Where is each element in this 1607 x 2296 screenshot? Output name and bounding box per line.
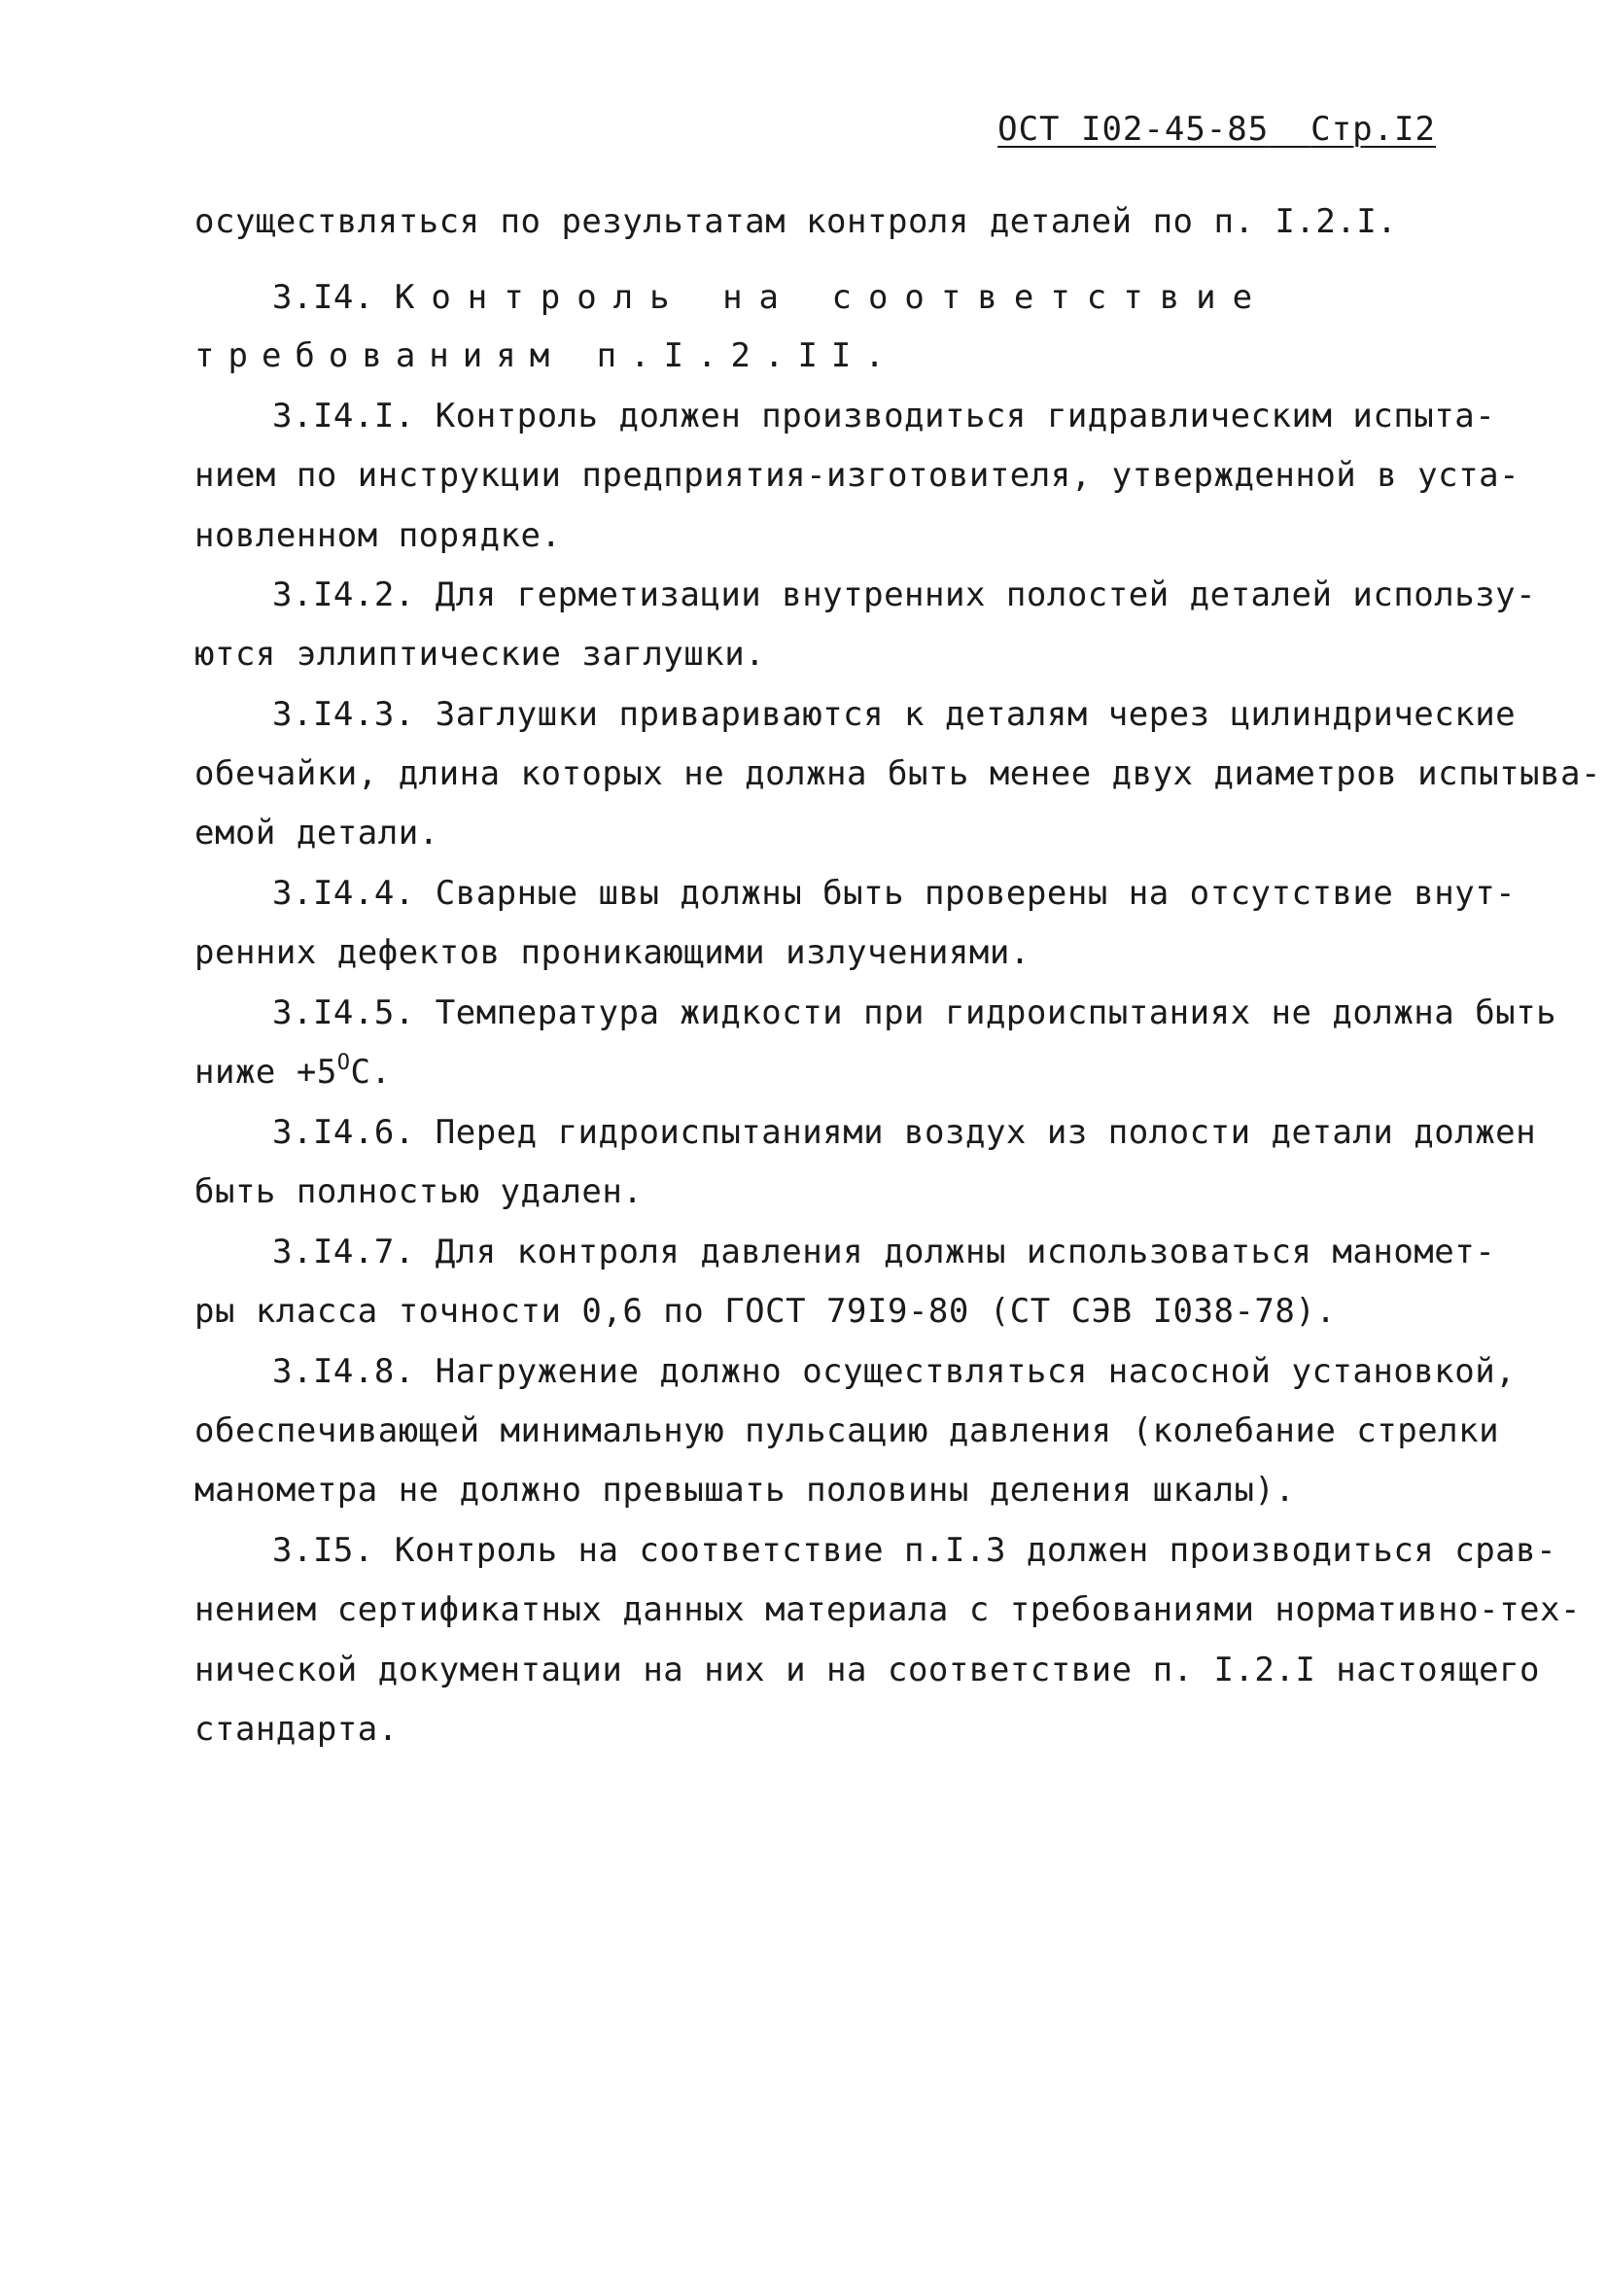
page-number: Стр.I2: [1310, 110, 1436, 149]
text-line: обечайки, длина которых не должна быть менее двух диаметров испытыва-: [194, 754, 1601, 793]
text-line: нением сертификатных данных материала с требованиями нормативно-тех-: [194, 1590, 1581, 1629]
text-line: нической документации на них и на соответствие п. I.2.I настоящего: [194, 1651, 1541, 1689]
text-line: 3.I4.7. Для контроля давления должны использоваться маномет-: [272, 1233, 1496, 1271]
text-line: емой детали.: [194, 814, 439, 852]
text-line: осуществляться по результатам контроля деталей по п. I.2.I.: [194, 202, 1398, 241]
text-line: ры класса точности 0,6 по ГОСТ 79I9-80 (СТ СЭВ I038-78).: [194, 1292, 1337, 1331]
text-line: стандарта.: [194, 1710, 399, 1749]
text-line: 3.I4.3. Заглушки привариваются к деталям через цилиндрические: [272, 695, 1517, 734]
temperature-unit: С.: [350, 1053, 392, 1092]
document-id: ОСТ I02-45-85: [997, 110, 1270, 149]
text-line: ются эллиптические заглушки.: [194, 635, 766, 674]
temperature-text: ниже +5: [194, 1053, 337, 1092]
text-line: быть полностью удален.: [194, 1172, 644, 1211]
text-line: 3.I4.4. Сварные швы должны быть проверены на отсутствие внут-: [272, 874, 1517, 913]
temperature-line: [194, 1053, 392, 1092]
text-line: новленном порядке.: [194, 516, 562, 555]
section-title-continuation: требованиям п.I.2.II.: [194, 336, 898, 375]
text-line: нием по инструкции предприятия-изготовителя, утвержденной в уста-: [194, 456, 1520, 495]
text-line: 3.I4.2. Для герметизации внутренних полостей деталей использу-: [272, 575, 1537, 614]
text-line: 3.I4.6. Перед гидроиспытаниями воздух из полости детали должен: [272, 1113, 1537, 1152]
text-line: 3.I4.5. Температура жидкости при гидроиспытаниях не должна быть: [272, 993, 1557, 1032]
section-title: Контроль на соответствие: [394, 278, 1270, 317]
text-line: обеспечивающей минимальную пульсацию давления (колебание стрелки: [194, 1411, 1500, 1450]
degree-mark: O: [336, 1051, 351, 1075]
text-line: 3.I4.8. Нагружение должно осуществляться насосной установкой,: [272, 1352, 1517, 1391]
text-line: 3.I5. Контроль на соответствие п.I.3 должен производиться срав-: [272, 1531, 1557, 1570]
text-line: 3.I4.I. Контроль должен производиться гидравлическим испыта-: [272, 397, 1496, 435]
section-heading: [272, 278, 1269, 317]
page-header: [997, 110, 1436, 149]
text-line: ренних дефектов проникающими излучениями.: [194, 933, 1031, 972]
section-number: 3.I4.: [272, 278, 374, 317]
text-line: манометра не должно превышать половины деления шкалы).: [194, 1471, 1296, 1510]
